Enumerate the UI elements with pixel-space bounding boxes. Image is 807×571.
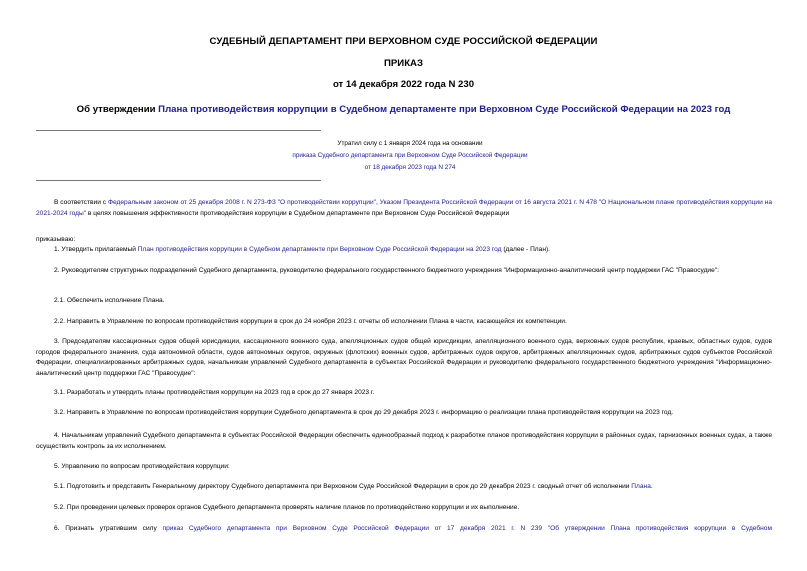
item-6	[36, 524, 772, 535]
lost-force-link-2[interactable]: от 18 декабря 2023 года N 274	[364, 164, 456, 171]
item-3-1: 3.1. Разработать и утвердить планы противодействия коррупции на 2023 год в срок до 27 января 2023 г.	[54, 389, 375, 396]
item-1-text-b: (далее - План).	[501, 246, 550, 253]
lost-force-link-1[interactable]: приказа Судебного департамента при Верховном Суде Российской Федерации	[292, 152, 528, 159]
separator-bottom	[36, 180, 321, 181]
item-1-text-a: 1. Утвердить прилагаемый	[54, 246, 138, 253]
repealed-order-link[interactable]: приказ Судебного департамента при Верховном Суде Российской Федерации от 17 декабря 2021 г. N 239 "Об утверждении Плана противодействия коррупции в Судебном	[162, 525, 773, 532]
item-5-1	[36, 482, 772, 493]
item-2-2: 2.2. Направить в Управление по вопросам противодействия коррупции в срок до 24 ноября 2023 г. отчеты об исполнении Плана в части, касающейся их компетенции.	[54, 318, 567, 325]
item-5-1-text-b: .	[650, 483, 653, 490]
president-decree-link[interactable]: Указом Президента Российской Федерации от 16 августа 2021 г. N 478 "О Национальном плане противодействия коррупции на 2021-2024 годы"	[36, 199, 772, 217]
order-word: приказываю:	[36, 236, 76, 243]
date-number-heading: от 14 декабря 2022 года N 230	[332, 79, 475, 90]
intro-text-1: В соответствии с	[54, 199, 108, 206]
document-title	[0, 104, 807, 115]
intro-text-3: в целях повышения эффективности противодействия коррупции в Судебном департаменте при Верховном Суде Российской Федерации	[86, 209, 510, 217]
title-prefix: Об утверждении	[76, 104, 159, 115]
item-5: 5. Управлению по вопросам противодействия коррупции:	[54, 463, 230, 470]
item-2: 2. Руководителям структурных подразделений Судебного департамента, руководителю федерального государственного бюджетного учреждения "Информационно-аналитический центр поддержки ГАС "Правосудие":	[54, 267, 719, 274]
separator-top	[36, 130, 321, 131]
item-5-1-text-a: 5.1. Подготовить и представить Генеральному директору Судебного департамента при Верховном Суде Российской Федерации в срок до 29 декабря 2023 г. сводный отчет об исполнении	[54, 483, 632, 490]
org-heading: СУДЕБНЫЙ ДЕПАРТАМЕНТ ПРИ ВЕРХОВНОМ СУДЕ РОССИЙСКОЙ ФЕДЕРАЦИИ	[209, 36, 598, 47]
item-6-text-a: 6. Признать утратившим силу	[54, 525, 163, 532]
lost-force-notice	[230, 138, 590, 174]
plan-link-2[interactable]: Плана	[631, 483, 651, 490]
intro-paragraph	[36, 198, 772, 219]
item-2-1: 2.1. Обеспечить исполнение Плана.	[54, 297, 165, 304]
item-5-2: 5.2. При проведении целевых проверок органов Судебного департамента проверять наличие планов по противодействию коррупции и их выполнение.	[54, 504, 520, 511]
item-3-2: 3.2. Направить в Управление по вопросам противодействия коррупции Судебного департамента в срок до 29 декабря 2023 г. информацию о реализации плана противодействия коррупции на 2023 год.	[54, 409, 674, 416]
item-3: 3. Председателям кассационных судов общей юрисдикции, кассационного военного суда, апелляционных судов общей юрисдикции, апелляционного военного суда, верховных судов республик, краевых, областных судов, судов городов федерального значения, суда автономной области, судов автономных округов, окружных (флотских) военных судов, арбитражных судов округов, арбитражных апелляционных судов, арбитражных судов субъектов Российской Федерации, специализированных арбитражных судов, начальникам управлений Судебного департамента в субъектах Российской Федерации и руководителю федерального государственного бюджетного учреждения "Информационно-аналитический центр поддержки ГАС "Правосудие":	[36, 338, 772, 377]
doc-type-heading: ПРИКАЗ	[384, 58, 423, 69]
item-1	[36, 245, 772, 256]
intro-text-2: ,	[376, 199, 380, 206]
item-4: 4. Начальникам управлений Судебного департамента в субъектах Российской Федерации обеспечить единообразный подход к разработке планов противодействия коррупции в районных судах, гарнизонных военных судах, а также осуществить контроль за их исполнением.	[36, 432, 772, 450]
federal-law-link[interactable]: Федеральным законом от 25 декабря 2008 г. N 273-ФЗ "О противодействии коррупции"	[107, 199, 376, 206]
plan-link[interactable]: План противодействия коррупции в Судебном департаменте при Верховном Суде Российской Федерации на 2023 год	[137, 246, 502, 253]
title-link[interactable]: Плана противодействия коррупции в Судебном департаменте при Верховном Суде Российской Федерации на 2023 год	[158, 104, 731, 115]
lost-force-text: Утратил силу с 1 января 2024 года на основании	[337, 140, 483, 147]
